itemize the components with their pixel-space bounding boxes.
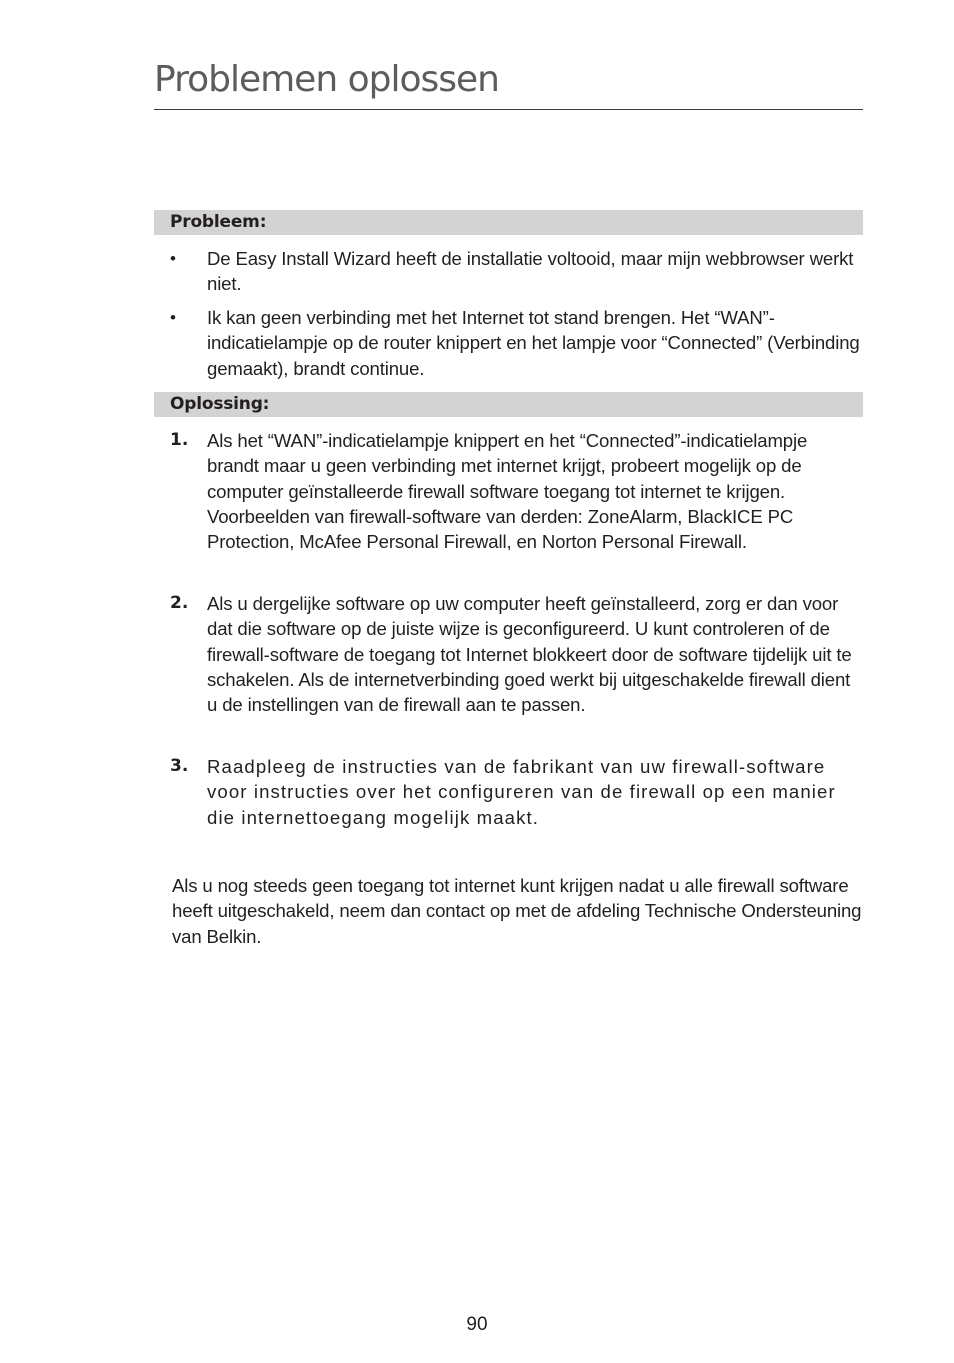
problem-section-header — [154, 210, 863, 235]
page-title: Problemen oplossen — [154, 59, 499, 100]
closing-paragraph: Als u nog steeds geen toegang tot internet kunt krijgen nadat u alle firewall software heeft uitgeschakeld, neem dan contact op met de afdeling Technische Ondersteuning van Belkin. — [172, 875, 862, 947]
problem-list-item — [168, 246, 860, 297]
step-number: 1. — [170, 430, 189, 450]
page-number: 90 — [466, 1314, 488, 1335]
solution-section-header — [154, 392, 863, 417]
step-number: 3. — [170, 756, 189, 776]
step-text: Als het “WAN”-indicatielampje knippert en het “Connected”-indicatielampje brandt maar u geen verbinding met internet krijgt, probeert mogelijk op de computer geïnstalleerde firewall software toegang tot internet te krijgen. Voorbeelden van firewall-software van derden: ZoneAlarm, BlackICE PC Protection, McAfee Personal Firewall, en Norton Personal Firewall. — [207, 430, 808, 553]
solution-step — [168, 428, 860, 554]
solution-step — [168, 754, 860, 830]
bullet-icon: • — [170, 308, 176, 327]
solution-heading: Oplossing: — [170, 394, 270, 414]
problem-item-text: De Easy Install Wizard heeft de installatie voltooid, maar mijn webbrowser werkt niet. — [207, 248, 854, 295]
solution-step — [168, 591, 860, 717]
problem-heading: Probleem: — [170, 212, 267, 232]
step-text: Als u dergelijke software op uw computer heeft geïnstalleerd, zorg er dan voor dat die software op de juiste wijze is geconfigureerd. U kunt controleren of de firewall-software de toegang tot Internet blokkeert door de software tijdelijk uit te schakelen. Als de internetverbinding goed werkt bij uitgeschakelde firewall dient u de instellingen van de firewall aan te passen. — [207, 593, 852, 716]
step-text: Raadpleeg de instructies van de fabrikant van uw firewall-software voor instructies over het configureren van de firewall op een manier die internettoegang mogelijk maakt. — [207, 756, 836, 828]
title-divider — [154, 109, 863, 110]
bullet-icon: • — [170, 249, 176, 268]
problem-item-text: Ik kan geen verbinding met het Internet tot stand brengen. Het “WAN”-indicatielampje op de router knippert en het lampje voor “Connected” (Verbinding gemaakt), brandt continue. — [207, 307, 860, 379]
step-number: 2. — [170, 593, 189, 613]
problem-list-item — [168, 305, 860, 381]
